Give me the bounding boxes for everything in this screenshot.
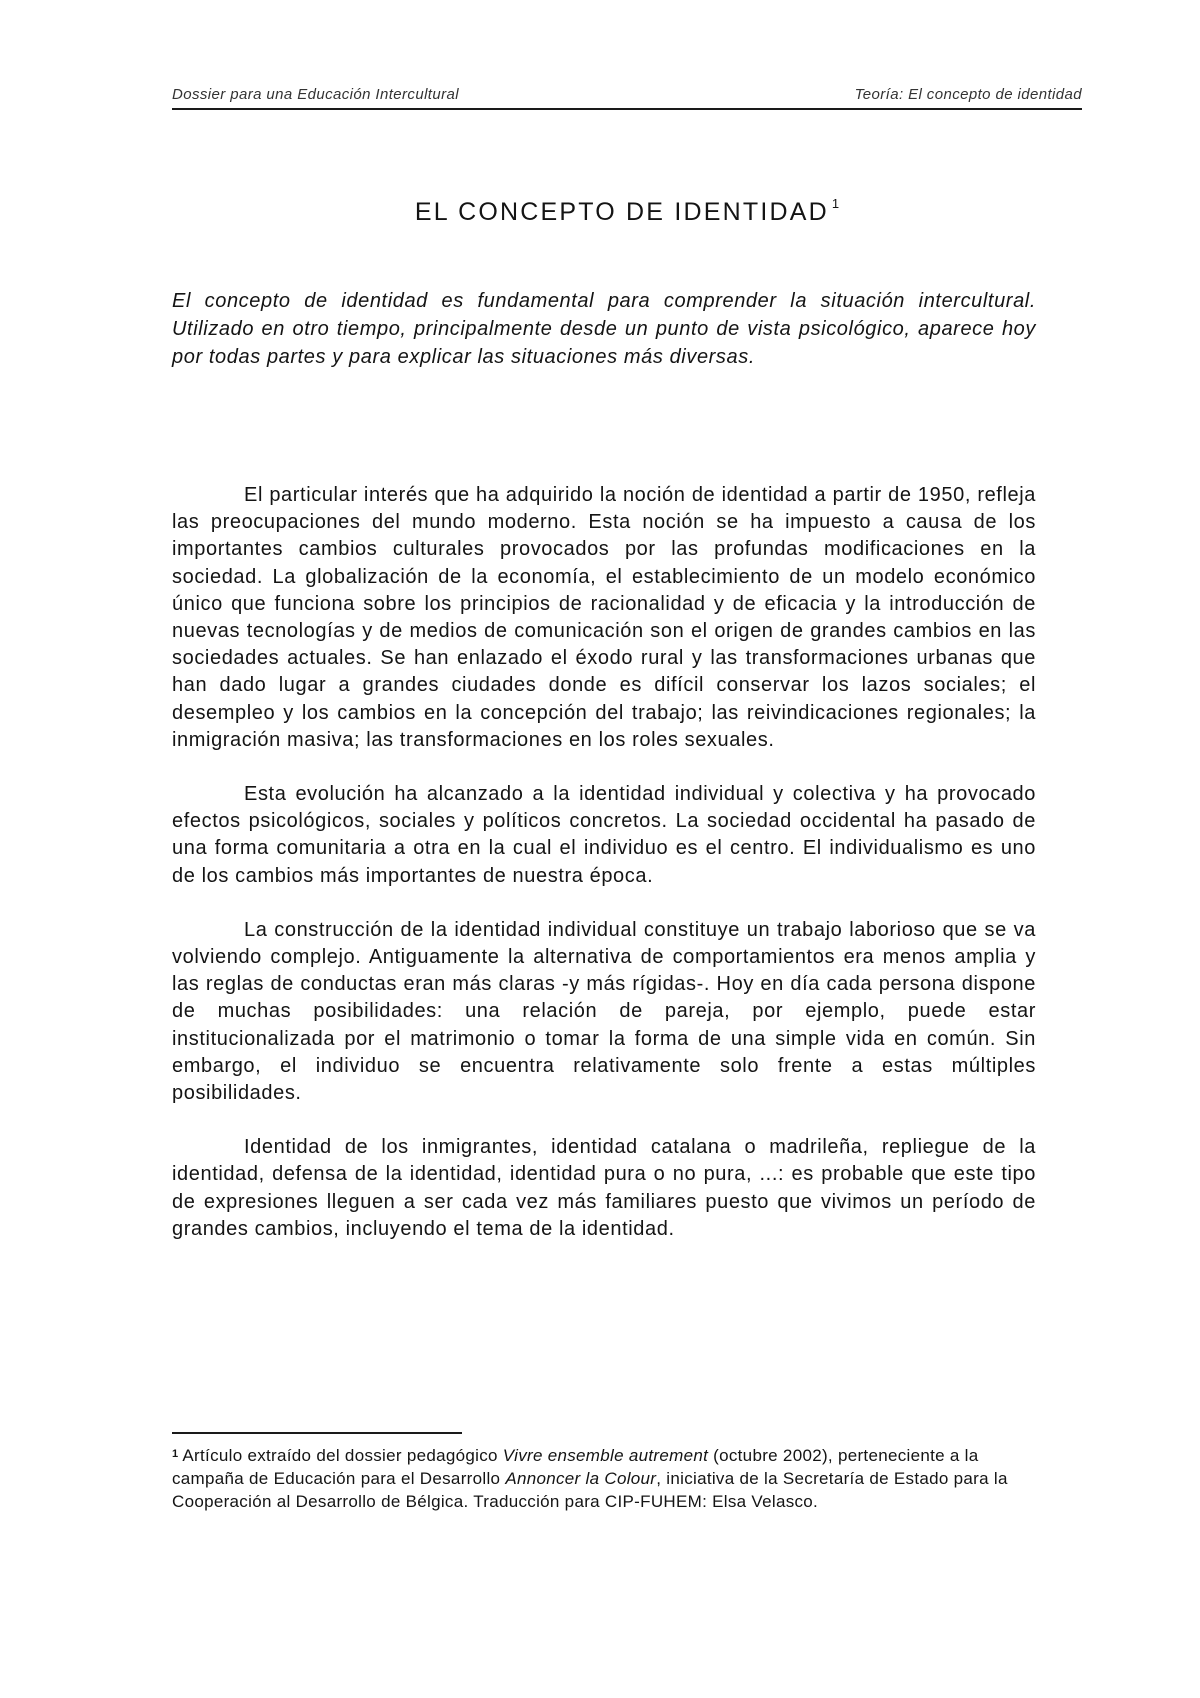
footnote-text-part-3: , iniciativa de la Secretaría de Estado para la Cooperación al Desarrollo de Bélgica. Traducción para CIP-FUHEM: Elsa Velasco.: [172, 1469, 1008, 1511]
footnote-separator: [172, 1432, 462, 1434]
header-left-text: Dossier para una Educación Intercultural: [172, 86, 459, 103]
footnote-marker: 1: [172, 1448, 179, 1460]
document-title-text: EL CONCEPTO DE IDENTIDAD: [414, 198, 829, 226]
body-paragraph-4: Identidad de los inmigrantes, identidad catalana o madrileña, repliegue de la identidad, defensa de la identidad, identidad pura o no pura, ...: es probable que este tipo de expresiones lleguen a ser cada vez más familiares puesto que vivimos un período de grandes cambios, incluyendo el tema de la identidad.: [172, 1136, 1036, 1240]
body-paragraph-1: El particular interés que ha adquirido la noción de identidad a partir de 1950, refleja las preocupaciones del mundo moderno. Esta noción se ha impuesto a causa de los importantes cambios culturales provocados por las profundas modificaciones en la sociedad. La globalización de la economía, el establecimiento de un modelo económico único que funciona sobre los principios de racionalidad y de eficacia y la introducción de nuevas tecnologías y de medios de comunicación son el origen de grandes cambios en las sociedades actuales. Se han enlazado el éxodo rural y las transformaciones urbanas que han dado lugar a grandes ciudades donde es difícil conservar los lazos sociales; el desempleo y los cambios en la concepción del trabajo; las reivindicaciones regionales; la inmigración masiva; las transformaciones en los roles sexuales.: [172, 484, 1036, 751]
title-footnote-marker: 1: [831, 196, 840, 211]
footnote-source-title: Vivre ensemble autrement: [502, 1446, 709, 1465]
footnote-text-part-1: Artículo extraído del dossier pedagógico: [182, 1446, 503, 1465]
body-paragraph-3: La construcción de la identidad individual constituye un trabajo laborioso que se va volviendo complejo. Antiguamente la alternativa de comportamientos era menos amplia y las reglas de conductas eran más claras -y más rígidas-. Hoy en día cada persona dispone de muchas posibilidades: una relación de pareja, por ejemplo, puede estar institucionalizada por el matrimonio o tomar la forma de una simple vida en común. Sin embargo, el individuo se encuentra relativamente solo frente a estas múltiples posibilidades.: [172, 918, 1036, 1105]
footnote-campaign-title: Annoncer la Colour: [505, 1469, 657, 1488]
footnote-text-part-2: (octubre 2002), perteneciente a la campaña de Educación para el Desarrollo: [172, 1446, 979, 1488]
lead-paragraph: El concepto de identidad es fundamental para comprender la situación intercultural. Utilizado en otro tiempo, principalmente desde un punto de vista psicológico, aparece hoy por todas partes y para explicar las situaciones más diversas.: [172, 290, 1036, 368]
header-right-text: Teoría: El concepto de identidad: [854, 86, 1082, 103]
body-paragraph-2: Esta evolución ha alcanzado a la identidad individual y colectiva y ha provocado efectos psicológicos, sociales y políticos concretos. La sociedad occidental ha pasado de una forma comunitaria a otra en la cual el individuo es el centro. El individualismo es uno de los cambios más importantes de nuestra época.: [172, 783, 1036, 887]
running-header: [172, 86, 1082, 110]
body-text: [172, 482, 1036, 1270]
document-title: [172, 198, 1082, 227]
footnote: [172, 1444, 1036, 1513]
